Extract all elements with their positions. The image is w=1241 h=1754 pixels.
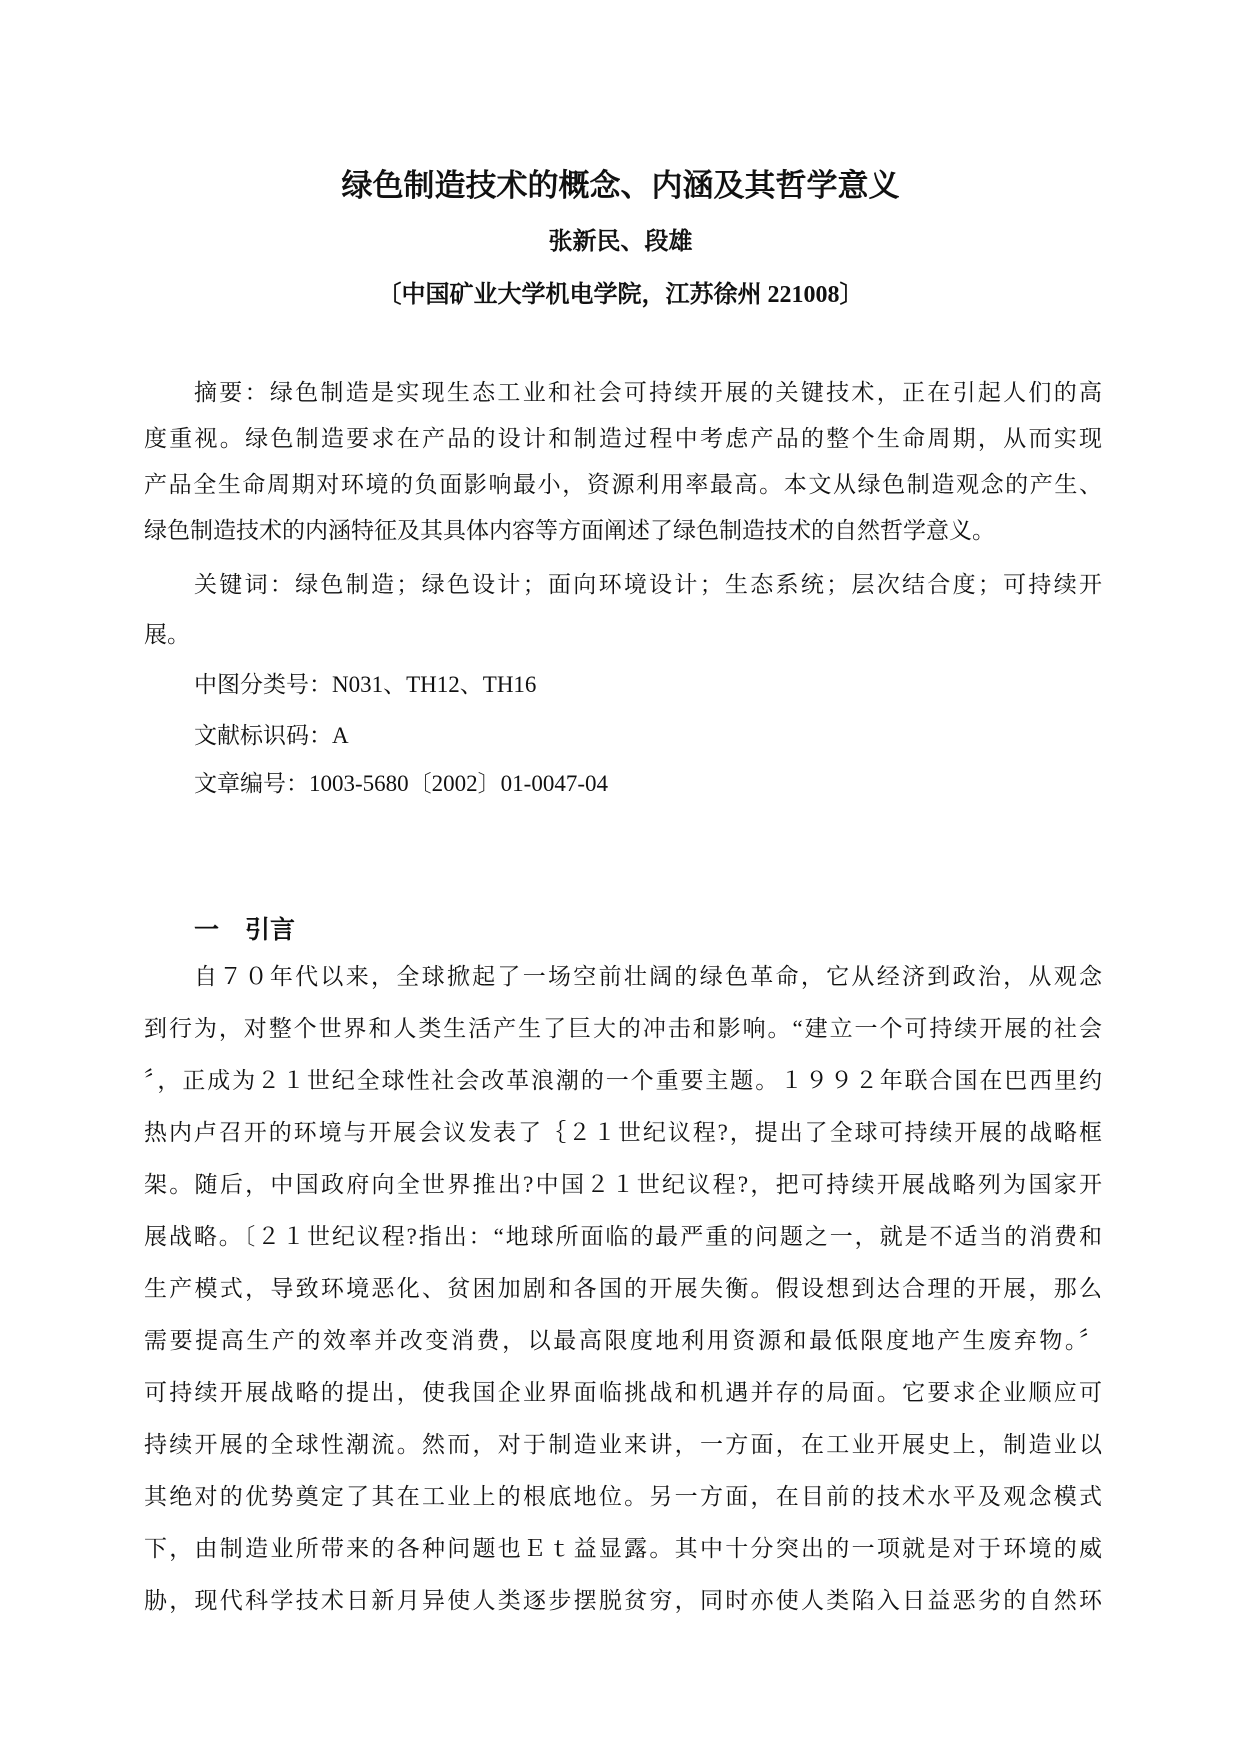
body-line: 到行为，对整个世界和人类生活产生了巨大的冲击和影响。“建立一个可持续开展的社会 bbox=[144, 1016, 1102, 1041]
author-line: 张新民、段雄 bbox=[548, 229, 693, 255]
keywords-line: 关键词：绿色制造；绿色设计；面向环境设计；生态系统；层次结合度；可持续开 bbox=[194, 572, 1102, 597]
document-code: 文献标识码：A bbox=[194, 723, 349, 748]
abstract-line: 度重视。绿色制造要求在产品的设计和制造过程中考虑产品的整个生命周期，从而实现 bbox=[144, 426, 1102, 451]
body-line: 〞，正成为２１世纪全球性社会改革浪潮的一个重要主题。１９９２年联合国在巴西里约 bbox=[144, 1068, 1102, 1093]
paper-title: 绿色制造技术的概念、内涵及其哲学意义 bbox=[341, 168, 900, 203]
section-title: 引言 bbox=[245, 917, 296, 944]
body-line: 展战略。〔２１世纪议程?指出：“地球所面临的最严重的问题之一，就是不适当的消费和 bbox=[144, 1224, 1102, 1249]
body-line: 架。随后，中国政府向全世界推出?中国２１世纪议程?，把可持续开展战略列为国家开 bbox=[144, 1172, 1102, 1197]
body-line: 下，由制造业所带来的各种问题也Ｅｔ益显露。其中十分突出的一项就是对于环境的威 bbox=[144, 1536, 1102, 1561]
body-line: 需要提高生产的效率并改变消费，以最高限度地利用资源和最低限度地产生废弃物。〞 bbox=[144, 1328, 1102, 1353]
abstract-line: 摘要：绿色制造是实现生态工业和社会可持续开展的关键技术，正在引起人们的高 bbox=[194, 380, 1102, 405]
section-heading bbox=[144, 905, 1102, 957]
affiliation: 〔中国矿业大学机电学院，江苏徐州 221008〕 bbox=[377, 282, 864, 308]
body-line: 胁，现代科学技术日新月异使人类逐步摆脱贫穷，同时亦使人类陷入日益恶劣的自然环 bbox=[144, 1588, 1102, 1613]
body-line: 持续开展的全球性潮流。然而，对于制造业来讲，一方面，在工业开展史上，制造业以 bbox=[144, 1432, 1102, 1457]
section-number: 一 bbox=[194, 917, 220, 944]
body-line: 自７０年代以来，全球掀起了一场空前壮阔的绿色革命，它从经济到政治，从观念 bbox=[194, 964, 1102, 989]
abstract-line: 产品全生命周期对环境的负面影响最小，资源利用率最高。本文从绿色制造观念的产生、 bbox=[144, 472, 1102, 497]
article-id: 文章编号：1003-5680〔2002〕01-0047-04 bbox=[194, 771, 608, 796]
keywords bbox=[144, 560, 1102, 660]
abstract bbox=[144, 370, 1102, 554]
keywords-line: 展。 bbox=[144, 622, 190, 647]
clc-number: 中图分类号：N031、TH12、TH16 bbox=[194, 672, 537, 697]
body-line: 生产模式，导致环境恶化、贫困加剧和各国的开展失衡。假设想到达合理的开展，那么 bbox=[144, 1276, 1102, 1301]
body-line: 热内卢召开的环境与开展会议发表了｛２１世纪议程?，提出了全球可持续开展的战略框 bbox=[144, 1120, 1102, 1145]
body-line: 其绝对的优势奠定了其在工业上的根底地位。另一方面，在目前的技术水平及观念模式 bbox=[144, 1484, 1102, 1509]
body-line: 可持续开展战略的提出，使我国企业界面临挑战和机遇并存的局面。它要求企业顺应可 bbox=[144, 1380, 1102, 1405]
section-body bbox=[144, 951, 1102, 1627]
abstract-line: 绿色制造技术的内涵特征及其具体内容等方面阐述了绿色制造技术的自然哲学意义。 bbox=[144, 518, 995, 543]
